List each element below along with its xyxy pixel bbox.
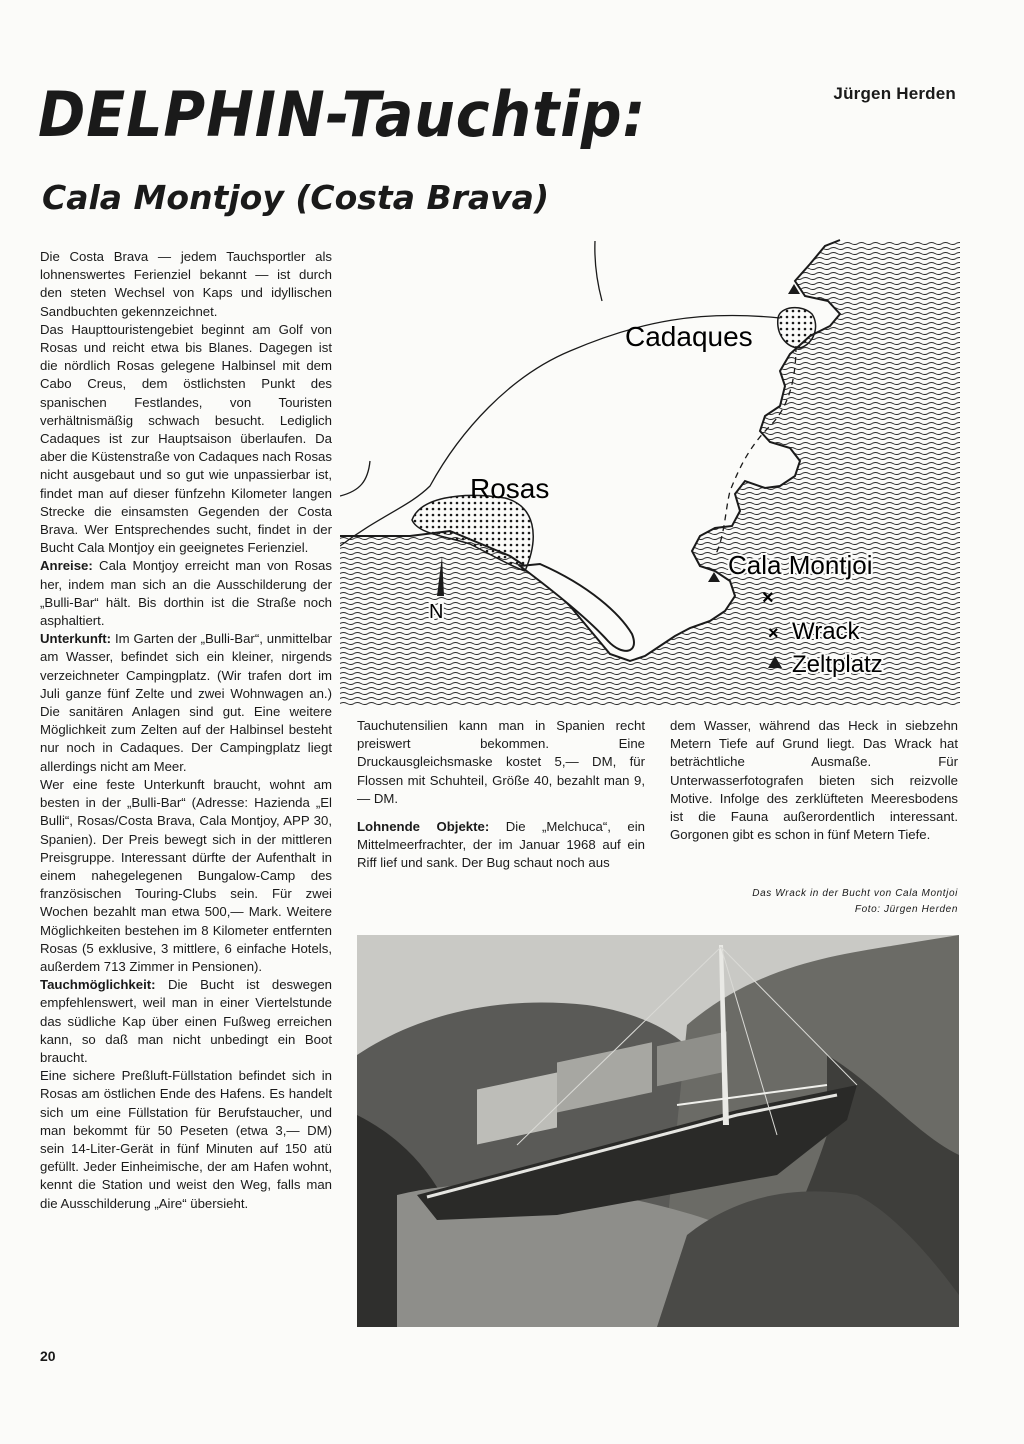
section-label: Anreise: <box>40 558 93 574</box>
article-subtitle: Cala Montjoy (Costa Brava) <box>42 178 550 217</box>
paragraph-text: Cala Montjoy erreicht man von Rosas her, indem man sich an die Ausschilderung der „Bulli-Bar“ hält. Bis dorthin ist die Straße noch asphaltiert. <box>40 558 332 629</box>
paragraph-objekte <box>357 818 645 873</box>
section-label: Tauchmöglichkeit: <box>40 977 156 993</box>
paragraph-anreise <box>40 557 332 630</box>
north-label: N <box>429 601 444 623</box>
paragraph-tauchmoeglichkeit <box>40 976 332 1067</box>
sea-area <box>340 240 960 706</box>
paragraph: Wer eine feste Unterkunft braucht, wohnt am besten in der „Bulli-Bar“ (Adresse: Hazienda „El Bulli“, Rosas/Costa Brava, Cala Montjoy, APP 30, Spanien). Der Preis bewegt sich in der mittleren Preisgruppe. Interessant dürfte der Aufenthalt in einem nahegelegenen Bungalow-Camp des französischen Touring-Clubs sein. Für zwei Wochen bezahlt man etwa 500,— Mark. Weitere Möglichkeiten bestehen im 8 Kilometer entfernten Rosas (5 exklusive, 3 mittlere, 6 einfache Hotels, außerdem 713 Zimmer in Pensionen). <box>40 776 332 974</box>
label-cadaques: Cadaques <box>625 321 753 352</box>
text-column-1 <box>40 248 332 1213</box>
paragraph-unterkunft <box>40 630 332 776</box>
page-number: 20 <box>40 1348 56 1364</box>
text-column-2 <box>357 717 645 873</box>
shipwreck-photo <box>357 935 959 1327</box>
coastline-map <box>340 236 960 706</box>
section-label: Lohnende Objekte: <box>357 819 490 835</box>
legend-wrack: Wrack <box>792 618 860 645</box>
legend-zeltplatz: Zeltplatz <box>792 651 883 678</box>
label-rosas: Rosas <box>470 473 550 504</box>
wreck-legend-icon: × <box>768 623 779 643</box>
paragraph-text: Die „Melchuca“, ein Mittelmeerfrachter, der im Januar 1968 auf ein Riff lief und sank. Der Bug schaut noch aus <box>357 819 646 871</box>
author-name: Jürgen Herden <box>833 84 956 103</box>
paragraph: Das Haupttouristengebiet beginnt am Golf von Rosas und reicht etwa bis Blanes. Dagegen ist die nördlich Rosas gelegene Halbinsel mit dem Cabo Creus, dem östlichsten Punkt des spanischen Festlandes, von Touristen verhältnismäßig schwach besucht. Lediglich Cadaques ist zur Hauptsaison überlaufen. Da aber die Küstenstraße von Cadaques nach Rosas nicht ausgebaut und so gut wie unpassierbar ist, findet man auf dieser fünfzehn Kilometer langen Strecke die einsamsten Gegenden der Costa Brava. Wer Entsprechendes sucht, findet in der Bucht Cala Montjoy ein geeignetes Ferienziel. <box>40 321 332 556</box>
wreck-marker-icon: × <box>762 587 774 609</box>
article-title: DELPHIN-Tauchtip: <box>38 78 647 151</box>
paragraph-text: Im Garten der „Bulli-Bar“, unmittelbar am Wasser, befindet sich ein kleiner, nirgends verzeichneter Campingplatz. (Wir trafen dort im Juli ganze fünf Zelte und zwei Wohnwagen an.) Die sanitären Anlagen sind gut. Eine weitere Möglichkeit zum Zelten auf der Halbinsel besteht nur noch in Cadaques. Der Campingplatz liegt allerdings nicht am Meer. <box>40 631 332 774</box>
section-label: Unterkunft: <box>40 631 112 647</box>
road <box>340 461 370 496</box>
paragraph: Die Costa Brava — jedem Tauchsportler als lohnenswertes Ferienziel bekannt — ist durch den steten Wechsel von Kaps und idyllischen Sandbuchten gekennzeichnet. <box>40 249 332 319</box>
caption-title: Das Wrack in der Bucht von Cala Montjoi <box>752 888 958 899</box>
road <box>595 241 602 301</box>
paragraph-text: Die Bucht ist deswegen empfehlenswert, weil man in einer Viertelstunde das südliche Kap über einen Fußweg erreichen kann, so daß man nicht unbedingt ein Boot braucht. <box>40 977 332 1065</box>
paragraph: Tauchutensilien kann man in Spanien recht preiswert bekommen. Eine Druckausgleichsmaske kostet 5,— DM, für Flossen mit Schuhteil, Größe 40, bezahlt man 9,— DM. <box>357 718 645 806</box>
paragraph: Eine sichere Preßluft-Füllstation befindet sich in Rosas am östlichen Ende des Hafens. Es handelt sich um eine Füllstation für Berufstaucher, und man bekommt für 50 Peseten (etwa 3,— DM) sein 14-Liter-Gerät in fünf Minuten auf 150 atü gefüllt. Jeder Einheimische, der am Hafen wohnt, kennt die Station und weist den Weg, falls man die Ausschilderung „Aire“ übersieht. <box>40 1068 332 1211</box>
photo-credit: Foto: Jürgen Herden <box>854 904 958 915</box>
label-cala-montjoi: Cala Montjoi <box>728 550 873 580</box>
text-column-3 <box>670 717 958 844</box>
paragraph: dem Wasser, während das Heck in siebzehn Metern Tiefe auf Grund liegt. Das Wrack hat beträchtliche Ausmaße. Für Unterwasserfotografen bieten sich reizvolle Motive. Infolge des zerklüfteten Meeresbodens ist die Fauna außerordentlich interessant. Gorgonen gibt es schon in fünf Metern Tiefe. <box>670 718 958 843</box>
cadaques-town <box>778 308 816 348</box>
photo-caption <box>600 886 958 918</box>
